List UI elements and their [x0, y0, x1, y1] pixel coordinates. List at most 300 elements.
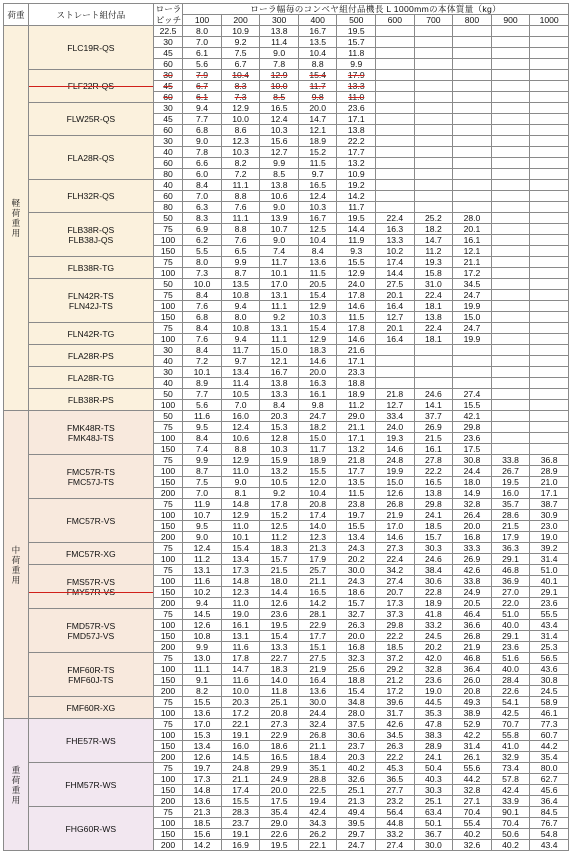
mass-cell: 20.1: [376, 323, 415, 334]
mass-cell: 11.0: [337, 92, 376, 103]
mass-cell: 10.3: [298, 312, 337, 323]
table-row: [4, 279, 569, 290]
product-code: FLB38R-TG: [67, 262, 115, 273]
product-name: [28, 70, 153, 103]
mass-cell: 19.0: [530, 532, 569, 543]
category-char: 重: [11, 784, 21, 795]
mass-cell: [491, 81, 530, 92]
mass-cell: [414, 180, 453, 191]
mass-cell: 33.4: [376, 411, 415, 422]
mass-cell: 8.2: [221, 158, 260, 169]
mass-cell: 40.0: [491, 620, 530, 631]
mass-cell: 16.5: [298, 180, 337, 191]
mass-cell: 24.4: [298, 708, 337, 719]
header-category: 荷重: [4, 4, 29, 26]
mass-cell: 11.1: [221, 213, 260, 224]
category-char: 用: [11, 574, 21, 585]
mass-cell: [491, 147, 530, 158]
mass-cell: [491, 191, 530, 202]
mass-cell: 13.8: [260, 180, 299, 191]
mass-cell: 27.0: [491, 587, 530, 598]
pitch-cell: 200: [153, 752, 182, 763]
mass-cell: 22.4: [414, 323, 453, 334]
mass-cell: 16.9: [221, 840, 260, 851]
mass-cell: 42.6: [376, 719, 415, 730]
mass-cell: 11.6: [221, 642, 260, 653]
header-product-name: ストレート組付品: [28, 4, 153, 26]
mass-cell: 22.6: [491, 686, 530, 697]
mass-cell: 33.2: [414, 620, 453, 631]
mass-cell: 13.5: [298, 37, 337, 48]
mass-cell: 63.4: [414, 807, 453, 818]
mass-cell: 7.6: [221, 202, 260, 213]
mass-cell: 22.7: [260, 653, 299, 664]
mass-cell: 39.6: [376, 697, 415, 708]
mass-cell: 24.0: [337, 279, 376, 290]
mass-cell: [376, 70, 415, 81]
mass-cell: 18.0: [260, 576, 299, 587]
mass-cell: 40.2: [453, 829, 492, 840]
mass-cell: 29.2: [376, 664, 415, 675]
mass-cell: 37.5: [337, 719, 376, 730]
product-name: [28, 323, 153, 345]
mass-cell: 15.4: [337, 686, 376, 697]
mass-cell: 19.7: [337, 510, 376, 521]
mass-cell: 16.0: [221, 411, 260, 422]
mass-cell: 10.4: [298, 235, 337, 246]
mass-cell: 13.2: [337, 444, 376, 455]
mass-cell: [530, 125, 569, 136]
product-code: FMF60J-TS: [68, 674, 114, 685]
mass-cell: 19.5: [491, 477, 530, 488]
mass-cell: 16.1: [453, 235, 492, 246]
mass-cell: 8.0: [183, 26, 222, 37]
product-code: FLN42R-TS: [67, 290, 114, 301]
mass-cell: 18.6: [337, 587, 376, 598]
mass-cell: 32.8: [453, 785, 492, 796]
product-name: [28, 411, 153, 455]
mass-cell: 16.0: [221, 741, 260, 752]
mass-cell: 17.9: [491, 532, 530, 543]
mass-cell: 37.2: [376, 653, 415, 664]
mass-cell: 6.3: [183, 202, 222, 213]
mass-cell: [491, 180, 530, 191]
mass-cell: 11.1: [183, 664, 222, 675]
table-row: [4, 719, 569, 730]
pitch-cell: 30: [153, 70, 182, 81]
mass-cell: [530, 37, 569, 48]
mass-cell: [530, 202, 569, 213]
mass-cell: 11.8: [260, 686, 299, 697]
pitch-cell: 150: [153, 477, 182, 488]
mass-cell: 70.4: [491, 818, 530, 829]
mass-cell: 21.3: [298, 543, 337, 554]
mass-cell: 44.2: [453, 774, 492, 785]
mass-cell: 17.1: [337, 114, 376, 125]
mass-cell: 27.3: [260, 719, 299, 730]
mass-cell: 13.3: [260, 642, 299, 653]
mass-cell: 26.9: [414, 422, 453, 433]
mass-cell: 20.5: [453, 598, 492, 609]
mass-cell: 12.9: [221, 455, 260, 466]
mass-cell: [530, 48, 569, 59]
mass-cell: 19.9: [376, 466, 415, 477]
product-code: FMY57R-VS: [29, 587, 153, 597]
mass-cell: 36.8: [530, 455, 569, 466]
header-width-8: 900: [491, 15, 530, 26]
mass-cell: 18.0: [453, 477, 492, 488]
pitch-cell: 75: [153, 543, 182, 554]
mass-cell: [376, 191, 415, 202]
mass-cell: 21.1: [298, 741, 337, 752]
mass-cell: 20.3: [260, 411, 299, 422]
mass-cell: 27.7: [376, 785, 415, 796]
mass-cell: 40.3: [414, 774, 453, 785]
mass-cell: [530, 433, 569, 444]
mass-cell: 31.4: [453, 741, 492, 752]
pitch-cell: 200: [153, 686, 182, 697]
mass-cell: [491, 59, 530, 70]
mass-cell: [491, 257, 530, 268]
product-code: FLN42R-TG: [67, 328, 115, 339]
mass-cell: 20.1: [376, 290, 415, 301]
mass-cell: 22.1: [298, 840, 337, 851]
table-header: [4, 4, 569, 26]
mass-cell: 7.7: [183, 389, 222, 400]
mass-cell: 8.4: [183, 345, 222, 356]
pitch-cell: 80: [153, 202, 182, 213]
mass-cell: 12.3: [221, 587, 260, 598]
mass-cell: 14.7: [414, 235, 453, 246]
mass-cell: 9.3: [337, 246, 376, 257]
mass-cell: 33.9: [491, 796, 530, 807]
mass-cell: [491, 400, 530, 411]
mass-cell: 54.8: [530, 829, 569, 840]
mass-cell: [530, 444, 569, 455]
mass-cell: 8.8: [298, 59, 337, 70]
mass-cell: 90.1: [491, 807, 530, 818]
mass-cell: [491, 235, 530, 246]
pitch-cell: 45: [153, 81, 182, 92]
mass-cell: 17.7: [298, 631, 337, 642]
mass-cell: [530, 158, 569, 169]
mass-cell: 25.6: [337, 664, 376, 675]
mass-cell: 43.4: [530, 620, 569, 631]
mass-cell: 11.1: [260, 334, 299, 345]
mass-cell: 19.5: [260, 840, 299, 851]
mass-cell: 15.9: [260, 455, 299, 466]
mass-cell: 42.1: [453, 411, 492, 422]
mass-cell: 8.4: [183, 180, 222, 191]
mass-cell: 32.8: [414, 664, 453, 675]
mass-table-sheet: [3, 3, 569, 850]
mass-cell: 16.5: [414, 477, 453, 488]
mass-cell: [491, 268, 530, 279]
mass-cell: 42.6: [453, 565, 492, 576]
mass-cell: 42.4: [491, 785, 530, 796]
mass-cell: 15.6: [183, 829, 222, 840]
mass-cell: 16.8: [453, 532, 492, 543]
mass-cell: 8.6: [221, 125, 260, 136]
mass-cell: 15.5: [298, 466, 337, 477]
mass-cell: 8.7: [221, 268, 260, 279]
mass-cell: 24.7: [453, 323, 492, 334]
mass-cell: 51.0: [491, 609, 530, 620]
pitch-cell: 100: [153, 433, 182, 444]
product-code: FLA28R-PS: [67, 350, 114, 361]
mass-cell: 14.8: [221, 576, 260, 587]
mass-cell: 12.7: [260, 147, 299, 158]
mass-cell: 22.4: [376, 554, 415, 565]
pitch-cell: 75: [153, 455, 182, 466]
mass-cell: 6.8: [183, 312, 222, 323]
mass-cell: 38.4: [414, 565, 453, 576]
mass-cell: 15.7: [260, 554, 299, 565]
mass-cell: 17.2: [376, 686, 415, 697]
mass-cell: 14.4: [260, 587, 299, 598]
mass-cell: 11.9: [183, 499, 222, 510]
mass-cell: 11.1: [260, 301, 299, 312]
pitch-cell: 150: [153, 587, 182, 598]
mass-cell: 14.6: [376, 532, 415, 543]
mass-cell: 17.8: [337, 290, 376, 301]
mass-cell: 18.3: [260, 664, 299, 675]
mass-cell: 10.8: [221, 323, 260, 334]
mass-cell: [491, 323, 530, 334]
mass-cell: 30.6: [414, 576, 453, 587]
mass-cell: 8.1: [221, 488, 260, 499]
mass-cell: 17.9: [337, 70, 376, 81]
mass-cell: 16.1: [414, 444, 453, 455]
mass-cell: 38.7: [530, 499, 569, 510]
pitch-cell: 75: [153, 609, 182, 620]
mass-cell: 7.0: [183, 488, 222, 499]
mass-cell: 13.5: [337, 477, 376, 488]
mass-cell: [530, 224, 569, 235]
product-code: FLF22R-QS: [29, 81, 153, 91]
table-row: [4, 103, 569, 114]
mass-cell: 14.9: [453, 488, 492, 499]
mass-cell: 17.4: [376, 257, 415, 268]
mass-cell: 21.9: [376, 510, 415, 521]
mass-cell: 17.1: [337, 356, 376, 367]
product-name: [28, 103, 153, 136]
mass-cell: 8.4: [183, 323, 222, 334]
product-code: FHM57R-WS: [65, 779, 117, 790]
mass-cell: 11.6: [221, 675, 260, 686]
pitch-cell: 100: [153, 708, 182, 719]
mass-cell: 15.2: [260, 510, 299, 521]
mass-cell: 35.7: [491, 499, 530, 510]
mass-cell: 10.4: [221, 70, 260, 81]
header-pitch-top: ローラ: [153, 4, 182, 15]
mass-cell: 25.1: [414, 796, 453, 807]
mass-cell: 6.8: [183, 125, 222, 136]
mass-cell: [414, 59, 453, 70]
mass-cell: 9.2: [260, 312, 299, 323]
mass-cell: 34.5: [376, 730, 415, 741]
mass-cell: 30.0: [337, 565, 376, 576]
mass-cell: 42.2: [453, 730, 492, 741]
mass-cell: [491, 48, 530, 59]
mass-cell: 6.5: [221, 246, 260, 257]
mass-cell: 18.3: [260, 543, 299, 554]
mass-cell: 7.9: [183, 70, 222, 81]
pitch-cell: 75: [153, 565, 182, 576]
mass-cell: 32.6: [453, 840, 492, 851]
mass-cell: 19.5: [337, 26, 376, 37]
mass-cell: [491, 334, 530, 345]
mass-cell: [491, 169, 530, 180]
mass-cell: 21.6: [337, 345, 376, 356]
pitch-cell: 150: [153, 741, 182, 752]
mass-cell: 18.8: [337, 378, 376, 389]
pitch-cell: 150: [153, 246, 182, 257]
product-name: [28, 26, 153, 70]
mass-cell: 16.5: [260, 752, 299, 763]
mass-cell: 42.0: [414, 653, 453, 664]
product-name: [28, 543, 153, 565]
mass-cell: 17.2: [221, 708, 260, 719]
pitch-cell: 75: [153, 257, 182, 268]
mass-cell: 23.6: [491, 642, 530, 653]
pitch-cell: 60: [153, 191, 182, 202]
mass-cell: 29.8: [376, 620, 415, 631]
mass-cell: 49.4: [337, 807, 376, 818]
pitch-cell: 22.5: [153, 26, 182, 37]
mass-cell: 12.9: [298, 334, 337, 345]
mass-cell: [491, 246, 530, 257]
mass-cell: 5.6: [183, 400, 222, 411]
mass-cell: 30.3: [414, 543, 453, 554]
table-row: [4, 653, 569, 664]
mass-cell: 22.6: [260, 829, 299, 840]
mass-cell: 14.1: [414, 400, 453, 411]
table-row: [4, 411, 569, 422]
mass-cell: [530, 411, 569, 422]
mass-cell: 29.9: [260, 763, 299, 774]
mass-cell: [414, 81, 453, 92]
mass-cell: 44.5: [414, 697, 453, 708]
mass-cell: 50.4: [414, 763, 453, 774]
table-row: [4, 565, 569, 576]
mass-cell: 43.4: [530, 840, 569, 851]
mass-cell: 7.8: [260, 59, 299, 70]
product-code: FMD57J-VS: [67, 630, 115, 641]
mass-cell: 12.1: [260, 356, 299, 367]
mass-cell: [491, 444, 530, 455]
mass-cell: 23.2: [376, 796, 415, 807]
mass-cell: 12.1: [453, 246, 492, 257]
mass-cell: 10.8: [183, 631, 222, 642]
mass-cell: 29.0: [260, 818, 299, 829]
product-code: FMF60R-TS: [67, 664, 115, 675]
mass-cell: 7.3: [183, 268, 222, 279]
mass-cell: 21.3: [183, 807, 222, 818]
mass-cell: 45.3: [376, 763, 415, 774]
mass-cell: 19.9: [453, 301, 492, 312]
mass-cell: 8.4: [298, 246, 337, 257]
product-code: FMF60R-XG: [66, 702, 116, 713]
mass-cell: 22.9: [298, 620, 337, 631]
mass-cell: 11.0: [221, 598, 260, 609]
mass-cell: 13.8: [414, 312, 453, 323]
mass-cell: 15.5: [183, 697, 222, 708]
mass-cell: 9.9: [183, 455, 222, 466]
mass-cell: 13.6: [298, 686, 337, 697]
mass-cell: 15.5: [337, 521, 376, 532]
mass-cell: 12.4: [298, 191, 337, 202]
mass-cell: 9.2: [260, 488, 299, 499]
mass-cell: [530, 367, 569, 378]
mass-cell: [376, 81, 415, 92]
mass-cell: 21.9: [453, 642, 492, 653]
pitch-cell: 40: [153, 180, 182, 191]
mass-cell: 38.9: [453, 708, 492, 719]
mass-cell: 27.4: [453, 389, 492, 400]
table-row: [4, 499, 569, 510]
mass-cell: [376, 147, 415, 158]
mass-cell: [491, 70, 530, 81]
mass-cell: 13.1: [260, 323, 299, 334]
mass-cell: 22.5: [298, 785, 337, 796]
mass-cell: 9.4: [183, 598, 222, 609]
mass-cell: [491, 345, 530, 356]
mass-cell: 15.7: [337, 37, 376, 48]
category-char: 用: [11, 228, 21, 238]
mass-cell: [491, 224, 530, 235]
product-code: FLW25R-QS: [66, 114, 116, 124]
mass-cell: [491, 301, 530, 312]
mass-cell: [530, 422, 569, 433]
mass-cell: 11.8: [337, 48, 376, 59]
mass-cell: 16.1: [221, 620, 260, 631]
mass-cell: 20.5: [298, 279, 337, 290]
mass-cell: 46.4: [453, 609, 492, 620]
mass-cell: [376, 367, 415, 378]
mass-cell: [530, 103, 569, 114]
mass-cell: [491, 158, 530, 169]
mass-cell: 21.5: [491, 521, 530, 532]
mass-cell: 42.5: [491, 708, 530, 719]
mass-cell: 11.5: [337, 488, 376, 499]
mass-cell: [414, 125, 453, 136]
mass-cell: 26.4: [453, 510, 492, 521]
pitch-cell: 150: [153, 444, 182, 455]
mass-cell: 24.1: [414, 752, 453, 763]
mass-cell: 13.1: [260, 290, 299, 301]
mass-cell: [376, 180, 415, 191]
pitch-cell: 75: [153, 290, 182, 301]
mass-cell: 14.7: [221, 664, 260, 675]
mass-cell: [453, 37, 492, 48]
mass-cell: [414, 103, 453, 114]
mass-cell: 13.4: [183, 741, 222, 752]
product-name: [28, 763, 153, 807]
mass-cell: 35.3: [414, 708, 453, 719]
header-width-1: 200: [221, 15, 260, 26]
mass-cell: 28.3: [221, 807, 260, 818]
mass-cell: 14.0: [260, 675, 299, 686]
mass-cell: 12.4: [260, 114, 299, 125]
mass-cell: [414, 169, 453, 180]
mass-cell: 11.5: [337, 312, 376, 323]
mass-cell: [491, 378, 530, 389]
category-char: 荷: [11, 554, 21, 565]
product-name: [28, 279, 153, 323]
mass-cell: 16.4: [376, 301, 415, 312]
mass-cell: 12.6: [376, 488, 415, 499]
